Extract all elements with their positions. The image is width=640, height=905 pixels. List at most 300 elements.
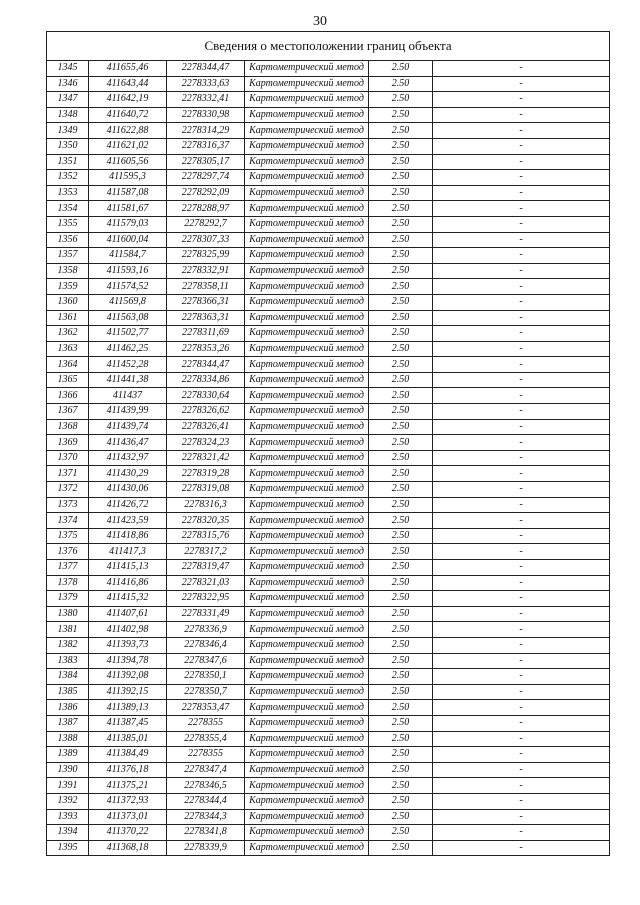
description-cell: - xyxy=(433,294,610,310)
method-cell: Картометрический метод xyxy=(245,185,369,201)
accuracy-cell: 2.50 xyxy=(369,731,433,747)
table-row xyxy=(47,482,610,498)
point-number-cell: 1361 xyxy=(47,310,89,326)
table-row xyxy=(47,560,610,576)
coord-x-cell: 411372,93 xyxy=(89,793,167,809)
method-cell: Картометрический метод xyxy=(245,778,369,794)
method-cell: Картометрический метод xyxy=(245,466,369,482)
description-cell: - xyxy=(433,591,610,607)
coord-y-cell: 2278358,11 xyxy=(167,279,245,295)
coord-x-cell: 411375,21 xyxy=(89,778,167,794)
description-cell: - xyxy=(433,497,610,513)
accuracy-cell: 2.50 xyxy=(369,216,433,232)
coord-y-cell: 2278332,41 xyxy=(167,92,245,108)
coord-x-cell: 411417,3 xyxy=(89,544,167,560)
description-cell: - xyxy=(433,201,610,217)
accuracy-cell: 2.50 xyxy=(369,482,433,498)
accuracy-cell: 2.50 xyxy=(369,92,433,108)
method-cell: Картометрический метод xyxy=(245,497,369,513)
table-row xyxy=(47,669,610,685)
point-number-cell: 1372 xyxy=(47,482,89,498)
coord-y-cell: 2278316,37 xyxy=(167,138,245,154)
coord-x-cell: 411622,88 xyxy=(89,123,167,139)
accuracy-cell: 2.50 xyxy=(369,653,433,669)
table-row xyxy=(47,279,610,295)
accuracy-cell: 2.50 xyxy=(369,419,433,435)
point-number-cell: 1375 xyxy=(47,528,89,544)
method-cell: Картометрический метод xyxy=(245,279,369,295)
accuracy-cell: 2.50 xyxy=(369,61,433,77)
coord-y-cell: 2278347,4 xyxy=(167,762,245,778)
method-cell: Картометрический метод xyxy=(245,154,369,170)
coord-y-cell: 2278353,47 xyxy=(167,700,245,716)
description-cell: - xyxy=(433,606,610,622)
description-cell: - xyxy=(433,450,610,466)
coord-x-cell: 411640,72 xyxy=(89,107,167,123)
method-cell: Картометрический метод xyxy=(245,435,369,451)
point-number-cell: 1391 xyxy=(47,778,89,794)
method-cell: Картометрический метод xyxy=(245,107,369,123)
method-cell: Картометрический метод xyxy=(245,419,369,435)
method-cell: Картометрический метод xyxy=(245,404,369,420)
coord-x-cell: 411373,01 xyxy=(89,809,167,825)
method-cell: Картометрический метод xyxy=(245,544,369,560)
table-row xyxy=(47,513,610,529)
table-row xyxy=(47,263,610,279)
coord-y-cell: 2278332,91 xyxy=(167,263,245,279)
method-cell: Картометрический метод xyxy=(245,388,369,404)
accuracy-cell: 2.50 xyxy=(369,637,433,653)
point-number-cell: 1367 xyxy=(47,404,89,420)
coord-x-cell: 411370,22 xyxy=(89,825,167,841)
table-row xyxy=(47,201,610,217)
table-row xyxy=(47,76,610,92)
point-number-cell: 1351 xyxy=(47,154,89,170)
point-number-cell: 1389 xyxy=(47,747,89,763)
coord-x-cell: 411392,08 xyxy=(89,669,167,685)
coord-y-cell: 2278355,4 xyxy=(167,731,245,747)
accuracy-cell: 2.50 xyxy=(369,326,433,342)
coord-x-cell: 411430,29 xyxy=(89,466,167,482)
coord-x-cell: 411387,45 xyxy=(89,715,167,731)
accuracy-cell: 2.50 xyxy=(369,684,433,700)
coord-y-cell: 2278344,4 xyxy=(167,793,245,809)
method-cell: Картометрический метод xyxy=(245,747,369,763)
coord-y-cell: 2278347,6 xyxy=(167,653,245,669)
method-cell: Картометрический метод xyxy=(245,170,369,186)
point-number-cell: 1395 xyxy=(47,840,89,856)
point-number-cell: 1371 xyxy=(47,466,89,482)
description-cell: - xyxy=(433,372,610,388)
table-row xyxy=(47,466,610,482)
table-row xyxy=(47,123,610,139)
method-cell: Картометрический метод xyxy=(245,310,369,326)
description-cell: - xyxy=(433,154,610,170)
coord-y-cell: 2278322,95 xyxy=(167,591,245,607)
coord-x-cell: 411502,77 xyxy=(89,326,167,342)
point-number-cell: 1356 xyxy=(47,232,89,248)
method-cell: Картометрический метод xyxy=(245,840,369,856)
accuracy-cell: 2.50 xyxy=(369,747,433,763)
coord-x-cell: 411394,78 xyxy=(89,653,167,669)
method-cell: Картометрический метод xyxy=(245,61,369,77)
accuracy-cell: 2.50 xyxy=(369,232,433,248)
description-cell: - xyxy=(433,560,610,576)
description-cell: - xyxy=(433,466,610,482)
coord-y-cell: 2278330,64 xyxy=(167,388,245,404)
coord-x-cell: 411432,97 xyxy=(89,450,167,466)
coord-y-cell: 2278344,3 xyxy=(167,809,245,825)
table-row xyxy=(47,637,610,653)
coord-y-cell: 2278353,26 xyxy=(167,341,245,357)
point-number-cell: 1357 xyxy=(47,248,89,264)
accuracy-cell: 2.50 xyxy=(369,466,433,482)
accuracy-cell: 2.50 xyxy=(369,450,433,466)
table-row xyxy=(47,419,610,435)
table-row xyxy=(47,497,610,513)
method-cell: Картометрический метод xyxy=(245,793,369,809)
point-number-cell: 1382 xyxy=(47,637,89,653)
description-cell: - xyxy=(433,762,610,778)
table-row xyxy=(47,622,610,638)
method-cell: Картометрический метод xyxy=(245,482,369,498)
point-number-cell: 1353 xyxy=(47,185,89,201)
method-cell: Картометрический метод xyxy=(245,669,369,685)
point-number-cell: 1387 xyxy=(47,715,89,731)
point-number-cell: 1385 xyxy=(47,684,89,700)
method-cell: Картометрический метод xyxy=(245,248,369,264)
point-number-cell: 1349 xyxy=(47,123,89,139)
coord-x-cell: 411436,47 xyxy=(89,435,167,451)
accuracy-cell: 2.50 xyxy=(369,669,433,685)
point-number-cell: 1381 xyxy=(47,622,89,638)
accuracy-cell: 2.50 xyxy=(369,123,433,139)
table-row xyxy=(47,310,610,326)
method-cell: Картометрический метод xyxy=(245,232,369,248)
coord-y-cell: 2278344,47 xyxy=(167,357,245,373)
description-cell: - xyxy=(433,263,610,279)
accuracy-cell: 2.50 xyxy=(369,591,433,607)
table-row xyxy=(47,357,610,373)
description-cell: - xyxy=(433,840,610,856)
point-number-cell: 1384 xyxy=(47,669,89,685)
coord-y-cell: 2278350,1 xyxy=(167,669,245,685)
point-number-cell: 1380 xyxy=(47,606,89,622)
description-cell: - xyxy=(433,341,610,357)
accuracy-cell: 2.50 xyxy=(369,606,433,622)
method-cell: Картометрический метод xyxy=(245,606,369,622)
description-cell: - xyxy=(433,76,610,92)
table-row xyxy=(47,778,610,794)
coord-y-cell: 2278339,9 xyxy=(167,840,245,856)
method-cell: Картометрический метод xyxy=(245,201,369,217)
accuracy-cell: 2.50 xyxy=(369,497,433,513)
table-row xyxy=(47,715,610,731)
accuracy-cell: 2.50 xyxy=(369,341,433,357)
accuracy-cell: 2.50 xyxy=(369,201,433,217)
coord-y-cell: 2278314,29 xyxy=(167,123,245,139)
accuracy-cell: 2.50 xyxy=(369,809,433,825)
coord-y-cell: 2278334,86 xyxy=(167,372,245,388)
coord-y-cell: 2278344,47 xyxy=(167,61,245,77)
point-number-cell: 1348 xyxy=(47,107,89,123)
method-cell: Картометрический метод xyxy=(245,591,369,607)
description-cell: - xyxy=(433,809,610,825)
accuracy-cell: 2.50 xyxy=(369,372,433,388)
description-cell: - xyxy=(433,170,610,186)
coord-y-cell: 2278319,08 xyxy=(167,482,245,498)
table-row xyxy=(47,825,610,841)
point-number-cell: 1345 xyxy=(47,61,89,77)
accuracy-cell: 2.50 xyxy=(369,263,433,279)
coord-x-cell: 411407,61 xyxy=(89,606,167,622)
coord-y-cell: 2278355 xyxy=(167,747,245,763)
table-row xyxy=(47,528,610,544)
accuracy-cell: 2.50 xyxy=(369,154,433,170)
table-title: Сведения о местоположении границ объекта xyxy=(47,32,610,61)
method-cell: Картометрический метод xyxy=(245,138,369,154)
description-cell: - xyxy=(433,216,610,232)
coord-x-cell: 411593,16 xyxy=(89,263,167,279)
table-title-row xyxy=(47,32,610,61)
coord-x-cell: 411605,56 xyxy=(89,154,167,170)
point-number-cell: 1374 xyxy=(47,513,89,529)
coord-y-cell: 2278326,62 xyxy=(167,404,245,420)
description-cell: - xyxy=(433,310,610,326)
description-cell: - xyxy=(433,326,610,342)
table-row xyxy=(47,154,610,170)
point-number-cell: 1352 xyxy=(47,170,89,186)
method-cell: Картометрический метод xyxy=(245,216,369,232)
table-row xyxy=(47,61,610,77)
table-row xyxy=(47,294,610,310)
point-number-cell: 1376 xyxy=(47,544,89,560)
coord-x-cell: 411439,99 xyxy=(89,404,167,420)
table-row xyxy=(47,575,610,591)
point-number-cell: 1388 xyxy=(47,731,89,747)
accuracy-cell: 2.50 xyxy=(369,138,433,154)
description-cell: - xyxy=(433,731,610,747)
coord-x-cell: 411437 xyxy=(89,388,167,404)
coord-y-cell: 2278320,35 xyxy=(167,513,245,529)
coord-x-cell: 411452,28 xyxy=(89,357,167,373)
accuracy-cell: 2.50 xyxy=(369,170,433,186)
page-number: 30 xyxy=(313,14,327,29)
method-cell: Картометрический метод xyxy=(245,76,369,92)
method-cell: Картометрический метод xyxy=(245,700,369,716)
coord-x-cell: 411392,15 xyxy=(89,684,167,700)
point-number-cell: 1364 xyxy=(47,357,89,373)
table-row xyxy=(47,107,610,123)
coord-y-cell: 2278307,33 xyxy=(167,232,245,248)
coord-y-cell: 2278333,63 xyxy=(167,76,245,92)
accuracy-cell: 2.50 xyxy=(369,107,433,123)
coord-x-cell: 411389,13 xyxy=(89,700,167,716)
coord-x-cell: 411393,73 xyxy=(89,637,167,653)
coordinates-sheet xyxy=(46,31,609,856)
description-cell: - xyxy=(433,138,610,154)
method-cell: Картометрический метод xyxy=(245,326,369,342)
method-cell: Картометрический метод xyxy=(245,560,369,576)
table-row xyxy=(47,435,610,451)
description-cell: - xyxy=(433,747,610,763)
method-cell: Картометрический метод xyxy=(245,450,369,466)
description-cell: - xyxy=(433,61,610,77)
table-row xyxy=(47,216,610,232)
coord-x-cell: 411600,04 xyxy=(89,232,167,248)
point-number-cell: 1359 xyxy=(47,279,89,295)
point-number-cell: 1368 xyxy=(47,419,89,435)
description-cell: - xyxy=(433,388,610,404)
description-cell: - xyxy=(433,700,610,716)
point-number-cell: 1354 xyxy=(47,201,89,217)
method-cell: Картометрический метод xyxy=(245,92,369,108)
description-cell: - xyxy=(433,185,610,201)
method-cell: Картометрический метод xyxy=(245,825,369,841)
table-row xyxy=(47,762,610,778)
method-cell: Картометрический метод xyxy=(245,575,369,591)
coord-y-cell: 2278350,7 xyxy=(167,684,245,700)
table-row xyxy=(47,684,610,700)
method-cell: Картометрический метод xyxy=(245,653,369,669)
method-cell: Картометрический метод xyxy=(245,762,369,778)
coord-x-cell: 411574,52 xyxy=(89,279,167,295)
description-cell: - xyxy=(433,123,610,139)
point-number-cell: 1363 xyxy=(47,341,89,357)
coord-x-cell: 411595,3 xyxy=(89,170,167,186)
coord-x-cell: 411415,32 xyxy=(89,591,167,607)
coord-y-cell: 2278317,2 xyxy=(167,544,245,560)
method-cell: Картометрический метод xyxy=(245,637,369,653)
coord-y-cell: 2278331,49 xyxy=(167,606,245,622)
accuracy-cell: 2.50 xyxy=(369,513,433,529)
description-cell: - xyxy=(433,778,610,794)
coord-x-cell: 411569,8 xyxy=(89,294,167,310)
table-row xyxy=(47,138,610,154)
coord-y-cell: 2278330,98 xyxy=(167,107,245,123)
coord-y-cell: 2278346,4 xyxy=(167,637,245,653)
coord-y-cell: 2278341,8 xyxy=(167,825,245,841)
point-number-cell: 1386 xyxy=(47,700,89,716)
coord-y-cell: 2278305,17 xyxy=(167,154,245,170)
coord-x-cell: 411423,59 xyxy=(89,513,167,529)
method-cell: Картометрический метод xyxy=(245,622,369,638)
point-number-cell: 1378 xyxy=(47,575,89,591)
accuracy-cell: 2.50 xyxy=(369,185,433,201)
point-number-cell: 1360 xyxy=(47,294,89,310)
coord-x-cell: 411368,18 xyxy=(89,840,167,856)
table-row xyxy=(47,185,610,201)
accuracy-cell: 2.50 xyxy=(369,715,433,731)
coord-y-cell: 2278366,31 xyxy=(167,294,245,310)
description-cell: - xyxy=(433,637,610,653)
description-cell: - xyxy=(433,653,610,669)
description-cell: - xyxy=(433,544,610,560)
coord-x-cell: 411563,08 xyxy=(89,310,167,326)
point-number-cell: 1366 xyxy=(47,388,89,404)
table-row xyxy=(47,731,610,747)
coord-x-cell: 411587,08 xyxy=(89,185,167,201)
description-cell: - xyxy=(433,669,610,685)
description-cell: - xyxy=(433,575,610,591)
table-row xyxy=(47,544,610,560)
point-number-cell: 1365 xyxy=(47,372,89,388)
description-cell: - xyxy=(433,404,610,420)
description-cell: - xyxy=(433,528,610,544)
table-row xyxy=(47,248,610,264)
description-cell: - xyxy=(433,715,610,731)
coord-x-cell: 411441,38 xyxy=(89,372,167,388)
table-row xyxy=(47,747,610,763)
point-number-cell: 1392 xyxy=(47,793,89,809)
method-cell: Картометрический метод xyxy=(245,372,369,388)
point-number-cell: 1358 xyxy=(47,263,89,279)
method-cell: Картометрический метод xyxy=(245,731,369,747)
description-cell: - xyxy=(433,107,610,123)
accuracy-cell: 2.50 xyxy=(369,544,433,560)
coord-y-cell: 2278297,74 xyxy=(167,170,245,186)
coord-y-cell: 2278315,76 xyxy=(167,528,245,544)
table-row xyxy=(47,232,610,248)
method-cell: Картометрический метод xyxy=(245,513,369,529)
description-cell: - xyxy=(433,825,610,841)
description-cell: - xyxy=(433,357,610,373)
description-cell: - xyxy=(433,232,610,248)
description-cell: - xyxy=(433,793,610,809)
point-number-cell: 1390 xyxy=(47,762,89,778)
accuracy-cell: 2.50 xyxy=(369,762,433,778)
table-row xyxy=(47,450,610,466)
accuracy-cell: 2.50 xyxy=(369,404,433,420)
accuracy-cell: 2.50 xyxy=(369,248,433,264)
description-cell: - xyxy=(433,482,610,498)
coord-y-cell: 2278311,69 xyxy=(167,326,245,342)
accuracy-cell: 2.50 xyxy=(369,435,433,451)
coord-x-cell: 411376,18 xyxy=(89,762,167,778)
point-number-cell: 1350 xyxy=(47,138,89,154)
description-cell: - xyxy=(433,622,610,638)
table-row xyxy=(47,793,610,809)
boundary-table xyxy=(46,31,610,856)
coord-y-cell: 2278363,31 xyxy=(167,310,245,326)
coord-y-cell: 2278288,97 xyxy=(167,201,245,217)
coord-x-cell: 411416,86 xyxy=(89,575,167,591)
table-row xyxy=(47,92,610,108)
description-cell: - xyxy=(433,92,610,108)
point-number-cell: 1377 xyxy=(47,560,89,576)
coord-y-cell: 2278336,9 xyxy=(167,622,245,638)
coord-y-cell: 2278355 xyxy=(167,715,245,731)
coord-y-cell: 2278321,42 xyxy=(167,450,245,466)
coord-y-cell: 2278319,47 xyxy=(167,560,245,576)
description-cell: - xyxy=(433,248,610,264)
coord-y-cell: 2278325,99 xyxy=(167,248,245,264)
description-cell: - xyxy=(433,435,610,451)
coord-y-cell: 2278319,28 xyxy=(167,466,245,482)
coord-x-cell: 411385,01 xyxy=(89,731,167,747)
table-row xyxy=(47,700,610,716)
description-cell: - xyxy=(433,279,610,295)
coord-x-cell: 411462,25 xyxy=(89,341,167,357)
table-row xyxy=(47,840,610,856)
table-row xyxy=(47,170,610,186)
accuracy-cell: 2.50 xyxy=(369,825,433,841)
coord-x-cell: 411415,13 xyxy=(89,560,167,576)
method-cell: Картометрический метод xyxy=(245,341,369,357)
table-row xyxy=(47,606,610,622)
coord-y-cell: 2278316,3 xyxy=(167,497,245,513)
table-row xyxy=(47,404,610,420)
